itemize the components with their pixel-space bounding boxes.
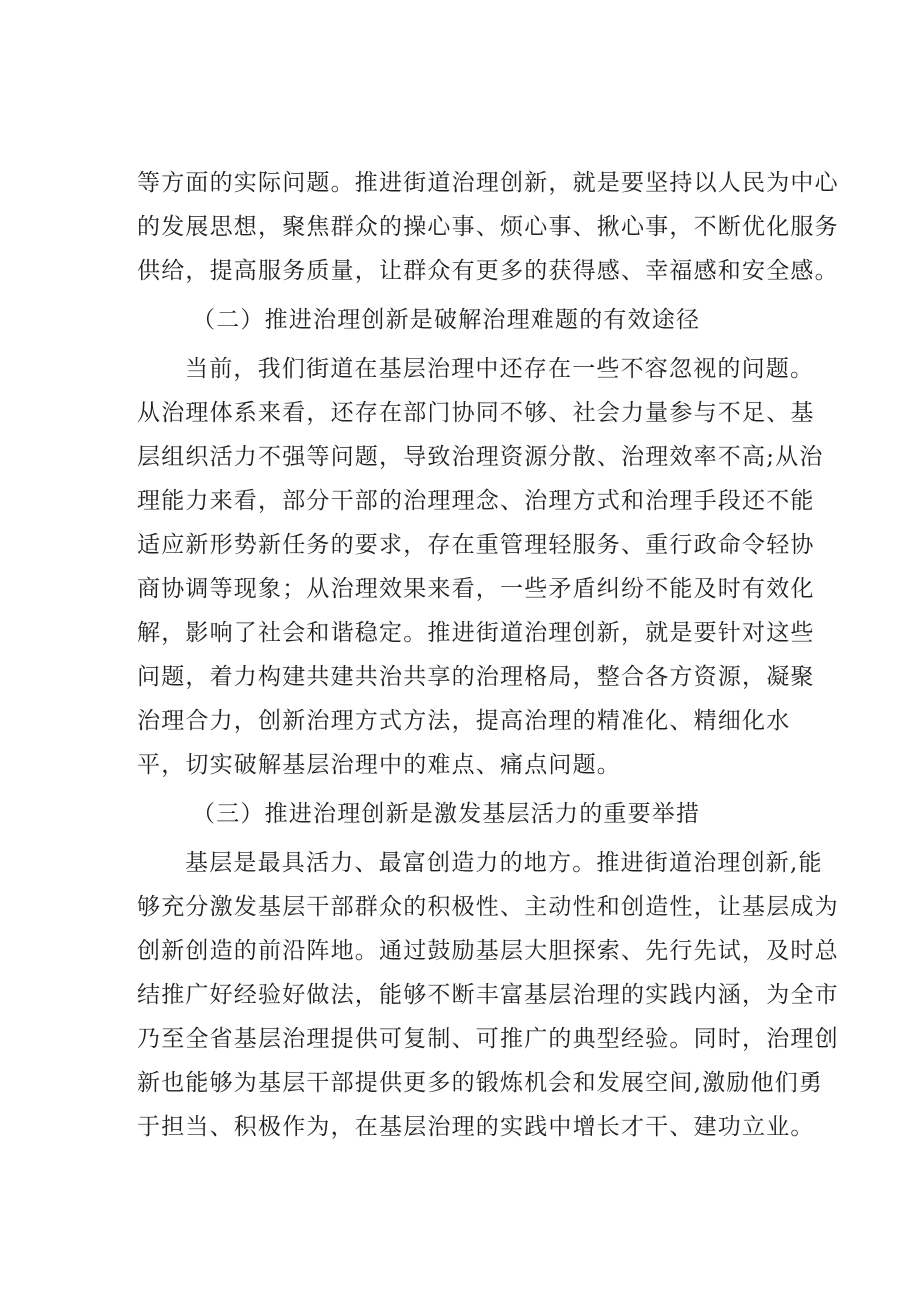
body-text-line: 供给，提高服务质量，让群众有更多的获得感、幸福感和安全感。 [137,258,839,284]
body-text-line: 结推广好经验好做法，能够不断丰富基层治理的实践内涵，为全市 [137,982,839,1008]
body-text-line: 创新创造的前沿阵地。通过鼓励基层大胆探索、先行先试，及时总 [137,938,839,964]
body-text-line: 的发展思想，聚焦群众的操心事、烦心事、揪心事，不断优化服务 [137,214,839,240]
section-heading-2: （二）推进治理创新是破解治理难题的有效途径 [192,307,701,333]
body-text-line: 层组织活力不强等问题，导致治理资源分散、治理效率不高;从治 [137,444,824,470]
body-text-line: 商协调等现象；从治理效果来看，一些矛盾纠纷不能及时有效化 [137,576,815,602]
body-text-line: 等方面的实际问题。推进街道治理创新，就是要坚持以人民为中心 [137,170,839,196]
body-text-line: 适应新形势新任务的要求，存在重管理轻服务、重行政命令轻协 [137,532,815,558]
body-text-line: 新也能够为基层干部提供更多的锻炼机会和发展空间,激励他们勇 [137,1070,824,1096]
body-text-line: 基层是最具活力、最富创造力的地方。推进街道治理创新,能 [185,850,823,876]
body-text-line: 解，影响了社会和谐稳定。推进街道治理创新，就是要针对这些 [137,620,815,646]
body-text-line: 乃至全省基层治理提供可复制、可推广的典型经验。同时，治理创 [137,1026,839,1052]
body-text-line: 于担当、积极作为，在基层治理的实践中增长才干、建功立业。 [137,1114,815,1140]
body-text-line: 治理合力，创新治理方式方法，提高治理的精准化、精细化水 [137,708,791,734]
body-text-line: 当前，我们街道在基层治理中还存在一些不容忽视的问题。 [185,356,815,382]
body-text-line: 够充分激发基层干部群众的积极性、主动性和创造性，让基层成为 [137,894,839,920]
body-text-line: 平，切实破解基层治理中的难点、痛点问题。 [137,752,621,778]
body-text-line: 从治理体系来看，还存在部门协同不够、社会力量参与不足、基 [137,400,815,426]
body-text-line: 理能力来看，部分干部的治理理念、治理方式和治理手段还不能 [137,488,815,514]
body-text-line: 问题，着力构建共建共治共享的治理格局，整合各方资源，凝聚 [137,664,815,690]
section-heading-3: （三）推进治理创新是激发基层活力的重要举措 [192,801,701,827]
